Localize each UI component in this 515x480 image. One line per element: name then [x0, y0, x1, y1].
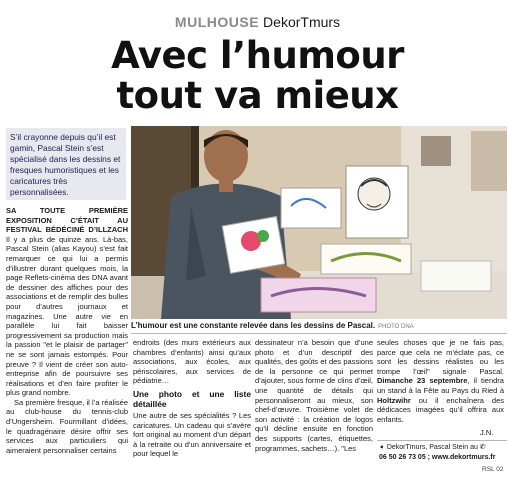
kicker-brand: DekorTmurs	[263, 14, 341, 30]
column-3	[255, 338, 373, 453]
caption-text: L’humour est une constante relevée dans les dessins de Pascal.	[131, 321, 376, 330]
footer-divider	[377, 440, 507, 441]
lead-box	[6, 128, 126, 200]
contact-line-2: 06 50 26 73 05 ; www.dekortmurs.fr	[379, 454, 496, 461]
column-4	[377, 338, 504, 424]
kicker-city: MULHOUSE	[174, 14, 260, 30]
event-text: , il tiendra un stand à la Fête au Pays du Ried à	[377, 376, 504, 395]
section2-body: Une autre de ses spécialités ? Les caricatures. Un cadeau qui s’avère fort original au moment d’un départ à la retraite ou d’un anniversaire et pour lequel le	[133, 410, 251, 459]
photo-illustration	[131, 126, 507, 319]
headline-line-1: Avec l’humour	[111, 34, 404, 77]
section2-title: Une photo et une liste détaillée	[133, 388, 251, 409]
page-reference: RSL 02	[482, 466, 504, 473]
arrow-icon: ➧	[379, 444, 385, 451]
section1-p1: Il y a plus de quinze ans. Là-bas, Pascal Stein (alias Kayou) s’est fait remarquer ce qui lui a permis d’illustrer durant quelques mois, la page Reflets-cinéma des DNA avant de dessiner des affiches pour des associations et de remplir des bulles pour d’autres journaux et magazines. Une autre vie en parallèle lui fait baisser progressivement sa production mais la passion "et le plaisir de partager" ne se sont jamais estompés. Pour preuve ? Il vient de créer son auto-entreprise afin de poursuivre ses réalisations et d’en faire profiter le plus grand nombre.	[6, 234, 128, 398]
contact-box	[379, 443, 509, 463]
event-date: Dimanche 23 septembre	[377, 376, 468, 386]
column-left	[6, 206, 128, 455]
contact-line-1: DekorTmurs, Pascal Stein au ✆	[386, 444, 486, 451]
section1-p2-cont: endroits (des murs extérieurs aux chambres d’enfants) ainsi qu’aux associations, aux écoles, aux périscolaires, aux services de pédiatrie…	[133, 338, 251, 386]
author-signature: J.N.	[480, 428, 494, 437]
photo-credit: PHOTO DNA	[378, 324, 414, 330]
section1-p2: Sa première fresque, il l’a réalisée au club-house du tennis-club d’Ungersheim. Fourmillant d’idées, le quadragénaire désire offrir ses services aux particuliers qui aimeraient personnaliser certains	[6, 397, 128, 455]
article-photo	[131, 126, 507, 319]
section1-title: SA TOUTE PREMIÈRE EXPOSITION C’ÉTAIT AU FESTIVAL BÉDÉCINÉ D’ILLZACH	[6, 206, 128, 235]
caption-divider	[131, 333, 507, 334]
event-place: Holtzwihr	[377, 395, 411, 405]
column-2	[133, 338, 251, 459]
event-text-2: ou il enchaînera des dédicaces imagées qu’il offrira aux enfants.	[377, 395, 504, 424]
kicker	[0, 14, 515, 30]
photo-caption	[131, 321, 507, 330]
lead-text: S’il crayonne depuis qu’il est gamin, Pascal Stein s’est spécialisé dans les dessins et fresques humoristiques et les caricatures très personnalisées.	[10, 132, 121, 197]
headline-line-2: tout va mieux	[116, 74, 399, 117]
section2-body-cont: dessinateur n’a besoin que d’une photo et d’un descriptif des qualités, des goûts et des passions de la personne ce qui permet d’ajouter, sous forme de clins d’œil, une quantité de détails qui personnaliseront au mieux, son chef-d’œuvre. Troisième volet de son activité : la création de logos qu’il décline ensuite en fonction des supports (cartes, étiquettes, programmes, sachets…). "Les	[255, 338, 373, 453]
section2-body-end: seules choses que je ne fais pas, parce que cela ne m’éclate pas, ce sont les dessins réalistes ou les trompe l’œil" signale Pascal.	[377, 338, 504, 376]
